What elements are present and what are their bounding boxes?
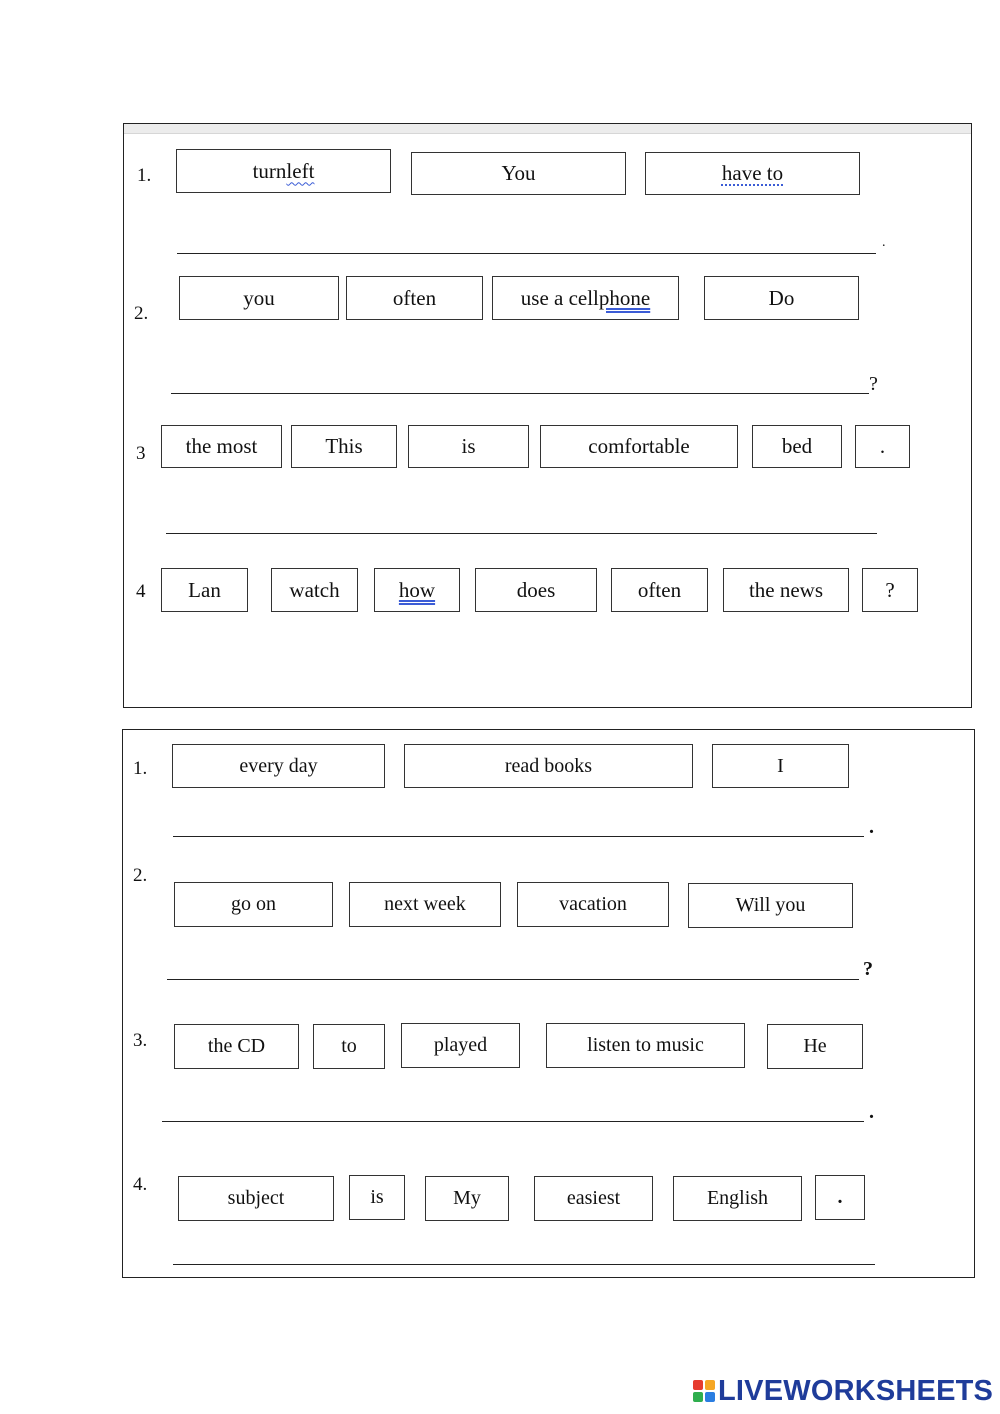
logo-square — [693, 1380, 703, 1390]
logo-square — [705, 1392, 715, 1402]
word-card[interactable]: Lan — [161, 568, 248, 612]
brand-name: LIVEWORKSHEETS — [718, 1374, 994, 1407]
answer-line[interactable] — [171, 393, 869, 394]
word-card[interactable]: the news — [723, 568, 849, 612]
end-mark: . — [869, 1101, 874, 1123]
word-card[interactable] — [492, 276, 679, 320]
word-card[interactable]: English — [673, 1176, 802, 1221]
logo-square — [705, 1380, 715, 1390]
word-card[interactable]: This — [291, 425, 397, 468]
word-card[interactable]: you — [179, 276, 339, 320]
word-card[interactable] — [176, 149, 391, 193]
panel-top-band — [124, 124, 971, 134]
word-card[interactable]: played — [401, 1023, 520, 1068]
logo-square — [693, 1392, 703, 1402]
word-card[interactable]: He — [767, 1024, 863, 1069]
answer-line[interactable] — [162, 1121, 864, 1122]
word-card[interactable]: often — [346, 276, 483, 320]
word-card[interactable]: bed — [752, 425, 842, 468]
question-number: 2. — [134, 303, 149, 324]
end-mark: ? — [869, 373, 878, 395]
question-number: 4. — [133, 1174, 148, 1195]
word-card[interactable]: is — [349, 1175, 405, 1220]
word-card[interactable]: to — [313, 1024, 385, 1069]
word-card[interactable]: Do — [704, 276, 859, 320]
word-text: phone — [598, 285, 651, 310]
brand-grid-icon — [693, 1380, 715, 1402]
word-card[interactable]: every day — [172, 744, 385, 788]
answer-line[interactable] — [177, 253, 876, 254]
exercise-panel-1 — [123, 123, 972, 708]
word-card[interactable]: subject — [178, 1176, 334, 1221]
word-card[interactable]: comfortable — [540, 425, 738, 468]
answer-line[interactable] — [166, 533, 877, 534]
word-card[interactable]: listen to music — [546, 1023, 745, 1068]
word-card[interactable] — [645, 152, 860, 195]
word-text: have to — [721, 161, 784, 185]
word-card[interactable]: go on — [174, 882, 333, 927]
end-mark: . — [882, 235, 886, 250]
word-text: turn — [252, 158, 287, 183]
word-card[interactable]: next week — [349, 882, 501, 927]
answer-line[interactable] — [173, 836, 864, 837]
end-mark: . — [869, 816, 874, 838]
question-number: 4 — [136, 581, 146, 602]
word-card[interactable]: ? — [862, 568, 918, 612]
word-card[interactable]: watch — [271, 568, 358, 612]
question-number: 3 — [136, 443, 146, 464]
word-text: use a cell — [520, 285, 599, 310]
word-card[interactable]: easiest — [534, 1176, 653, 1221]
word-card[interactable]: vacation — [517, 882, 669, 927]
word-card[interactable]: My — [425, 1176, 509, 1221]
answer-line[interactable] — [167, 979, 859, 980]
end-mark: ? — [863, 958, 873, 980]
word-card[interactable]: I — [712, 744, 849, 788]
word-card[interactable]: Will you — [688, 883, 853, 928]
word-card[interactable]: the most — [161, 425, 282, 468]
word-card[interactable]: read books — [404, 744, 693, 788]
question-number: 1. — [133, 758, 148, 779]
word-card[interactable]: is — [408, 425, 529, 468]
question-number: 2. — [133, 865, 148, 886]
question-number: 3. — [133, 1030, 148, 1051]
answer-line[interactable] — [173, 1264, 875, 1265]
word-card[interactable]: the CD — [174, 1024, 299, 1069]
word-text: left — [286, 158, 315, 183]
word-card[interactable]: . — [855, 425, 910, 468]
liveworksheets-logo — [693, 1374, 993, 1408]
word-card[interactable]: often — [611, 568, 708, 612]
question-number: 1. — [137, 165, 152, 186]
word-card[interactable]: does — [475, 568, 597, 612]
word-card[interactable]: You — [411, 152, 626, 195]
word-card[interactable]: . — [815, 1175, 865, 1220]
word-card[interactable] — [374, 568, 460, 612]
word-text: how — [398, 577, 436, 602]
